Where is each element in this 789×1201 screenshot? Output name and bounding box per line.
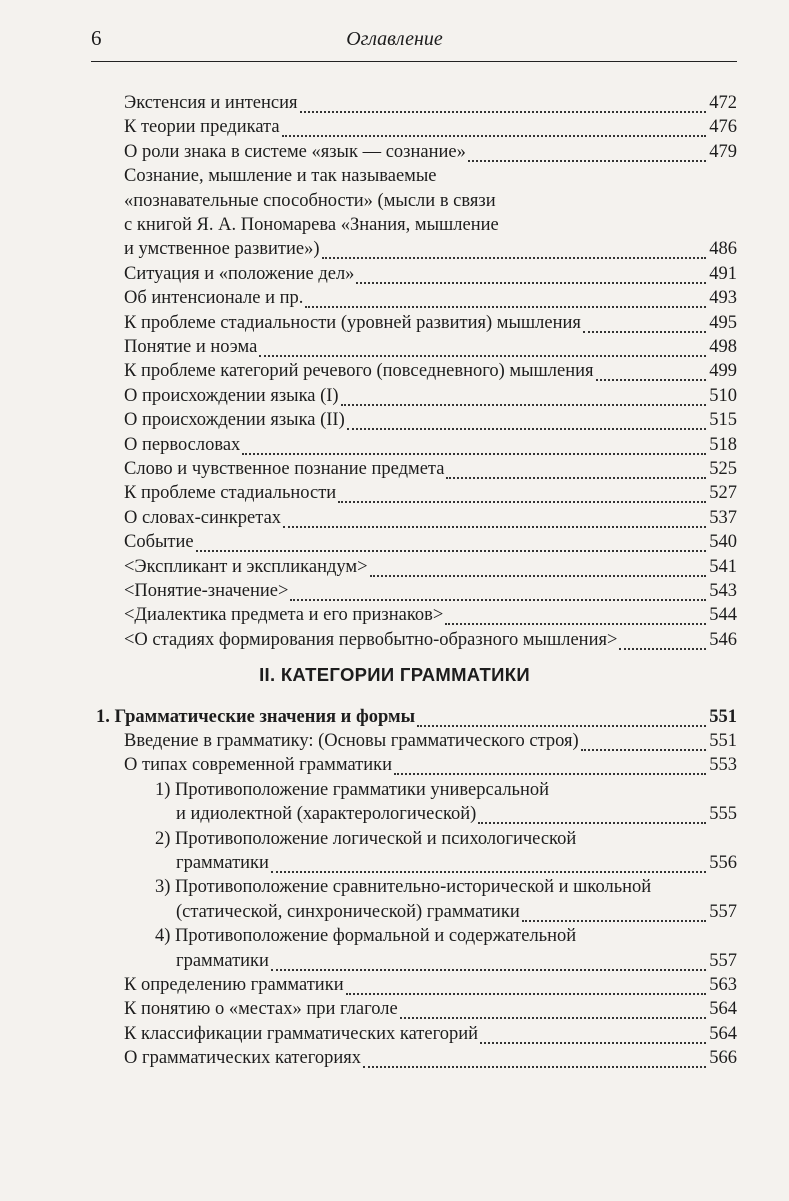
toc-page-number: 510 (709, 385, 737, 406)
toc-leader-dots (596, 379, 706, 381)
toc-page-number: 491 (709, 263, 737, 284)
toc-leader-dots (196, 550, 706, 552)
toc-entry-text: 3) Противоположение сравнительно-исторической и школьной (155, 877, 652, 898)
toc-entry-text: 1) Противоположение грамматики универсальной (155, 779, 550, 800)
toc-page-number: 564 (709, 999, 737, 1020)
toc-page-number: 537 (709, 507, 737, 528)
toc-entry-text: К теории предиката (124, 117, 280, 138)
toc-entry-text: Экстенсия и интенсия (124, 93, 298, 113)
page-number: 6 (91, 26, 102, 50)
toc-entry-text: К классификации грамматических категорий (124, 1023, 479, 1044)
toc-page-number: 472 (709, 93, 737, 113)
toc-entry-text: К понятию о «местах» при глаголе (124, 999, 398, 1020)
toc-entry-text: О первословах (124, 434, 241, 455)
toc-page-number: 546 (709, 629, 737, 650)
toc-entry-text: Ситуация и «положение дел» (124, 263, 355, 284)
toc-leader-dots (480, 1042, 706, 1044)
toc-page-number: 540 (709, 532, 737, 553)
toc-entry-text: <Диалектика предмета и его признаков> (124, 605, 444, 626)
toc-leader-dots (581, 749, 706, 751)
toc-page-number: 555 (709, 804, 737, 825)
toc-leader-dots (300, 111, 706, 113)
toc-page-number: 544 (709, 605, 737, 626)
toc-leader-dots (322, 257, 706, 259)
toc-entry-text: с книгой Я. А. Пономарева «Знания, мышление (124, 214, 499, 235)
toc-page-number: 479 (709, 141, 737, 162)
toc-entry-text: О грамматических категориях (124, 1048, 362, 1069)
toc-leader-dots (242, 453, 706, 455)
toc-entry-text: <О стадиях формирования первобытно-образного мышления> (124, 629, 618, 650)
toc-entry-text: Об интенсионале и пр. (124, 288, 304, 309)
toc-leader-dots (347, 428, 706, 430)
toc-entry-text: Введение в грамматику: (Основы грамматического строя) (124, 731, 579, 751)
toc-entry-text: Событие (124, 532, 194, 553)
toc-entry-text: 4) Противоположение формальной и содержательной (155, 926, 577, 947)
toc-entry-text: Слово и чувственное познание предмета (124, 459, 445, 479)
toc-page-number: 486 (709, 239, 737, 260)
toc-entry-text: грамматики (176, 852, 269, 873)
section-heading: II. КАТЕГОРИИ ГРАММАТИКИ (259, 664, 530, 686)
toc-page-number: 518 (709, 434, 737, 455)
toc-page-number: 543 (709, 581, 737, 601)
toc-leader-dots (394, 773, 706, 775)
toc-page-number: 499 (709, 361, 737, 382)
toc-page-number: 525 (709, 459, 737, 479)
toc-page-number: 551 (709, 706, 737, 727)
toc-page-number: 553 (709, 755, 737, 776)
toc-entry-text: О типах современной грамматики (124, 755, 393, 776)
toc-leader-dots (370, 575, 706, 577)
toc-entry-text: Сознание, мышление и так называемые (124, 166, 437, 187)
toc-page-number: 541 (709, 556, 737, 577)
toc-leader-dots (363, 1066, 706, 1068)
toc-page-number: 498 (709, 337, 737, 357)
running-title: Оглавление (346, 28, 443, 50)
toc-entry-text: <Экспликант и экспликандум> (124, 556, 368, 577)
header-rule (91, 61, 737, 62)
toc-entry-text: О словах-синкретах (124, 507, 282, 528)
toc-leader-dots (400, 1017, 706, 1019)
toc-entry-text: К проблеме стадиальности (124, 483, 337, 504)
toc-leader-dots (417, 725, 706, 727)
toc-leader-dots (259, 355, 706, 357)
toc-leader-dots (305, 306, 706, 308)
toc-leader-dots (583, 331, 706, 333)
toc-page-number: 557 (709, 901, 737, 922)
toc-leader-dots (282, 135, 706, 137)
toc-leader-dots (341, 404, 706, 406)
toc-page-number: 557 (709, 950, 737, 971)
toc-page-number: 476 (709, 117, 737, 138)
toc-leader-dots (522, 920, 706, 922)
toc-page-number: 527 (709, 483, 737, 504)
toc-entry-text: Понятие и ноэма (124, 337, 258, 357)
toc-entry-text: О происхождении языка (II) (124, 410, 345, 431)
toc-leader-dots (356, 282, 706, 284)
toc-leader-dots (271, 969, 706, 971)
toc-leader-dots (290, 599, 706, 601)
toc-page-number: 556 (709, 852, 737, 873)
toc-leader-dots (346, 993, 706, 995)
toc-entry-text: <Понятие-значение> (124, 581, 289, 601)
toc-leader-dots (283, 526, 706, 528)
toc-page-number: 495 (709, 312, 737, 333)
toc-entry-text: К проблеме стадиальности (уровней развития) мышления (124, 312, 581, 333)
toc-entry-text: «познавательные способности» (мысли в связи (124, 190, 496, 211)
toc-page-number: 493 (709, 288, 737, 309)
toc-page-number: 563 (709, 975, 737, 995)
toc-leader-dots (468, 160, 706, 162)
toc-entry-text: 1. Грамматические значения и формы (96, 706, 416, 727)
toc-leader-dots (478, 822, 706, 824)
toc-entry-text: грамматики (176, 950, 269, 971)
toc-page-number: 551 (709, 731, 737, 751)
toc-leader-dots (271, 871, 706, 873)
toc-entry-text: и идиолектной (характерологической) (176, 804, 477, 825)
toc-leader-dots (338, 501, 706, 503)
toc-page-number: 564 (709, 1023, 737, 1044)
toc-entry-text: К определению грамматики (124, 975, 344, 995)
toc-page-number: 566 (709, 1048, 737, 1069)
toc-leader-dots (619, 648, 706, 650)
toc-entry-text: (статической, синхронической) грамматики (176, 901, 520, 922)
toc-entry-text: 2) Противоположение логической и психологической (155, 828, 577, 849)
toc-entry-text: О роли знака в системе «язык — сознание» (124, 141, 466, 162)
toc-entry-text: и умственное развитие») (124, 239, 320, 260)
toc-leader-dots (445, 623, 706, 625)
toc-entry-text: О происхождении языка (I) (124, 385, 339, 406)
toc-leader-dots (446, 477, 706, 479)
toc-entry-text: К проблеме категорий речевого (повседневного) мышления (124, 361, 594, 382)
toc-page-number: 515 (709, 410, 737, 431)
